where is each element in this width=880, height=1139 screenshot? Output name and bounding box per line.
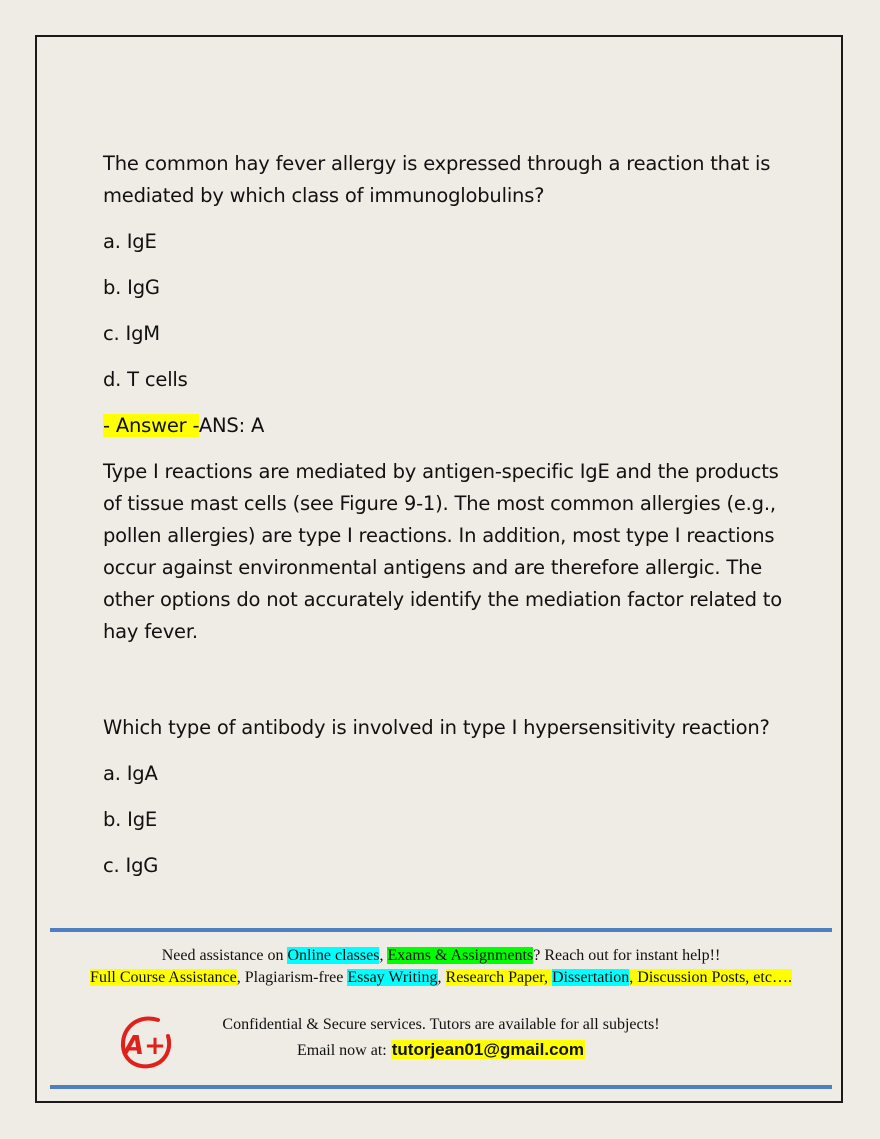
question-1-explanation: Type I reactions are mediated by antigen-specific IgE and the products of tissue mast cells (see Figure 9-1). The most common allergies (e.g., pollen allergies) are type I reactions. In addition, most type I reactions occur against environmental antigens and are therefore allergic. The other options do not accurately identify the mediation factor related to hay fever.	[103, 460, 782, 643]
dissertation-highlight: Dissertation	[551, 969, 630, 986]
online-classes-highlight: Online classes	[287, 947, 380, 964]
logo-text: A+	[124, 1031, 166, 1061]
footer-line-1	[50, 946, 832, 966]
discussion-posts-highlight: , Discussion Posts, etc….	[629, 969, 792, 986]
footer-text: ? Reach out for instant help!!	[533, 947, 721, 964]
question-2-option-a: a. IgA	[103, 762, 158, 785]
question-1-text: The common hay fever allergy is expressed through a reaction that is mediated by which class of immunoglobulins?	[103, 152, 771, 207]
footer-text: ,	[437, 969, 446, 986]
question-2-option-c: c. IgG	[103, 854, 159, 877]
essay-writing-highlight: Essay Writing	[347, 969, 438, 986]
exams-highlight: Exams & Assignments	[387, 947, 534, 964]
full-course-highlight: Full Course Assistance	[90, 969, 237, 986]
footer-line-3: Confidential & Secure services. Tutors are available for all subjects!	[222, 1016, 660, 1033]
research-paper-highlight: Research Paper,	[445, 969, 552, 986]
spacer	[103, 662, 793, 712]
footer-line-4	[50, 1040, 832, 1061]
footer-text: Need assistance on	[161, 947, 288, 964]
question-2-text: Which type of antibody is involved in type I hypersensitivity reaction?	[103, 716, 770, 739]
email-link[interactable]: tutorjean01@gmail.com	[391, 1040, 585, 1059]
footer-line-2	[50, 968, 832, 988]
footer-bottom-rule	[50, 1085, 832, 1089]
question-2-option-b: b. IgE	[103, 808, 158, 831]
question-1-option-a: a. IgE	[103, 230, 157, 253]
question-1-option-c: c. IgM	[103, 322, 160, 345]
footer-text: , Plagiarism-free	[236, 969, 348, 986]
document-body	[103, 148, 793, 896]
question-1-option-d: d. T cells	[103, 368, 188, 391]
answer-label: - Answer -	[103, 414, 199, 437]
email-prefix: Email now at:	[296, 1042, 391, 1059]
footer-text: ,	[379, 947, 388, 964]
question-1-option-b: b. IgG	[103, 276, 160, 299]
answer-value: ANS: A	[198, 414, 265, 437]
question-1-answer	[103, 410, 793, 442]
footer-top-rule	[50, 928, 832, 932]
